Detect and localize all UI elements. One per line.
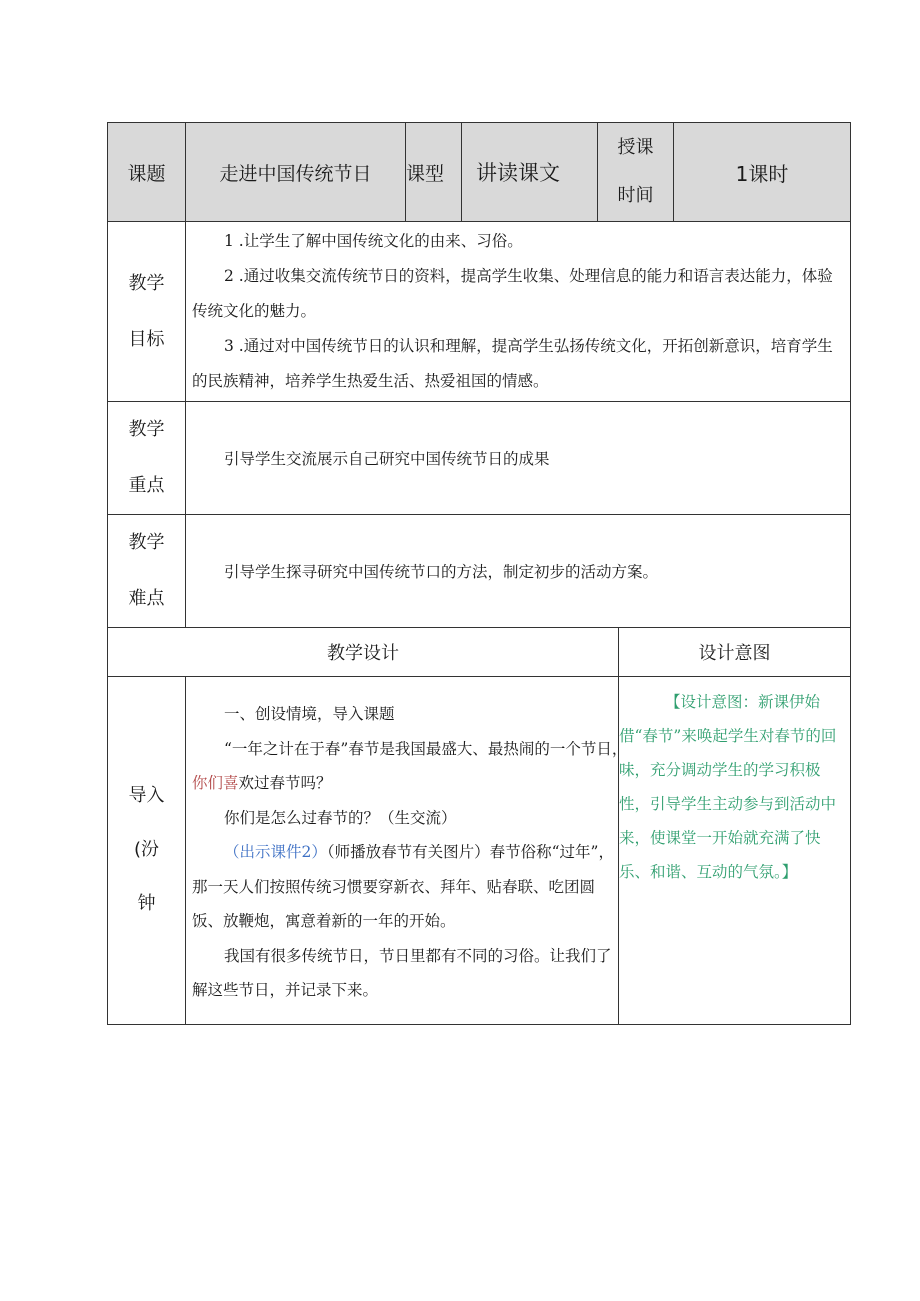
objectives-content (186, 222, 851, 402)
intro-row (108, 677, 851, 1025)
key-points-label-line-2: 重点 (128, 475, 165, 496)
objective-item: 3 .通过对中国传统节日的认识和理解，提高学生弘扬传统文化，开拓创新意识，培育学生的民族精神，培养学生热爱生活、热爱祖国的情感。 (192, 337, 833, 390)
time-label-line-1: 授课 (617, 137, 654, 158)
intro-paragraph: 你们是怎么过春节的？（生交流） (224, 808, 457, 827)
difficulties-text: 引导学生探寻研究中国传统节口的方法，制定初步的活动方案。 (186, 515, 851, 628)
intro-label-line-2: (汾 (133, 839, 160, 861)
objectives-label-line-1: 教学 (128, 272, 165, 294)
key-points-text: 引导学生交流展示自己研究中国传统节日的成果 (186, 402, 851, 515)
time-label-line-2: 时间 (617, 185, 654, 206)
design-intent-text: 【设计意图：新课伊始借“春节”来唤起学生对春节的回味，充分调动学生的学习积极性，引导学生主动参与到活动中来，使课堂一开始就充满了快乐、和谐、互动的气氛。】 (619, 693, 837, 881)
intro-paragraph: （出示课件2）（师播放春节有关图片）春节俗称“过年”，那一天人们按照传统习惯要穿新衣、拜年、贴春联、吃团圆饭、放鞭炮，寓意着新的一年的开始。 (192, 843, 614, 930)
topic-label: 课题 (108, 123, 186, 222)
time-value: 1课时 (674, 123, 851, 222)
objectives-label (108, 222, 186, 402)
objectives-row (108, 222, 851, 402)
objective-item: 1 .让学生了解中国传统文化的由来、习俗。 (224, 232, 523, 250)
design-intent (619, 677, 851, 1025)
difficulties-label-line-1: 教学 (128, 532, 165, 553)
design-header-left: 教学设计 (108, 628, 619, 677)
intro-content (186, 677, 628, 1025)
intro-paragraph: 我国有很多传统节日，节日里都有不同的习俗。让我们了解这些节日，并记录下来。 (192, 946, 612, 999)
intro-label-line-3: 钟 (137, 893, 156, 915)
key-points-label (108, 402, 186, 515)
difficulties-label (108, 515, 186, 628)
difficulties-row (108, 515, 851, 628)
lesson-plan-table (107, 122, 851, 1025)
header-row (108, 123, 851, 222)
topic-value: 走进中国传统节日 (186, 123, 406, 222)
intro-heading: 一、创设情境，导入课题 (224, 705, 395, 723)
design-header-right: 设计意图 (619, 628, 851, 677)
time-label (598, 123, 674, 222)
key-points-row (108, 402, 851, 515)
type-label: 课型 (406, 123, 462, 222)
objective-item: 2 .通过收集交流传统节日的资料，提高学生收集、处理信息的能力和语言表达能力，体验传统文化的魅力。 (192, 267, 833, 320)
intro-paragraph: 你们喜欢过春节吗？ (192, 774, 332, 792)
intro-label-line-1: 导入 (128, 785, 165, 807)
courseware-reference: （出示课件2） (224, 843, 327, 861)
intro-label (108, 677, 186, 1025)
key-points-label-line-1: 教学 (128, 419, 165, 440)
lesson-plan (107, 122, 850, 1025)
difficulties-label-line-2: 难点 (128, 588, 165, 609)
design-header-row (108, 628, 851, 677)
intro-paragraph: “一年之计在于春”春节是我国最盛大、最热闹的一个节日， (224, 739, 628, 758)
type-value: 讲读课文 (462, 123, 598, 222)
highlighted-text: 你们喜 (192, 774, 239, 792)
objectives-label-line-2: 目标 (128, 328, 165, 350)
